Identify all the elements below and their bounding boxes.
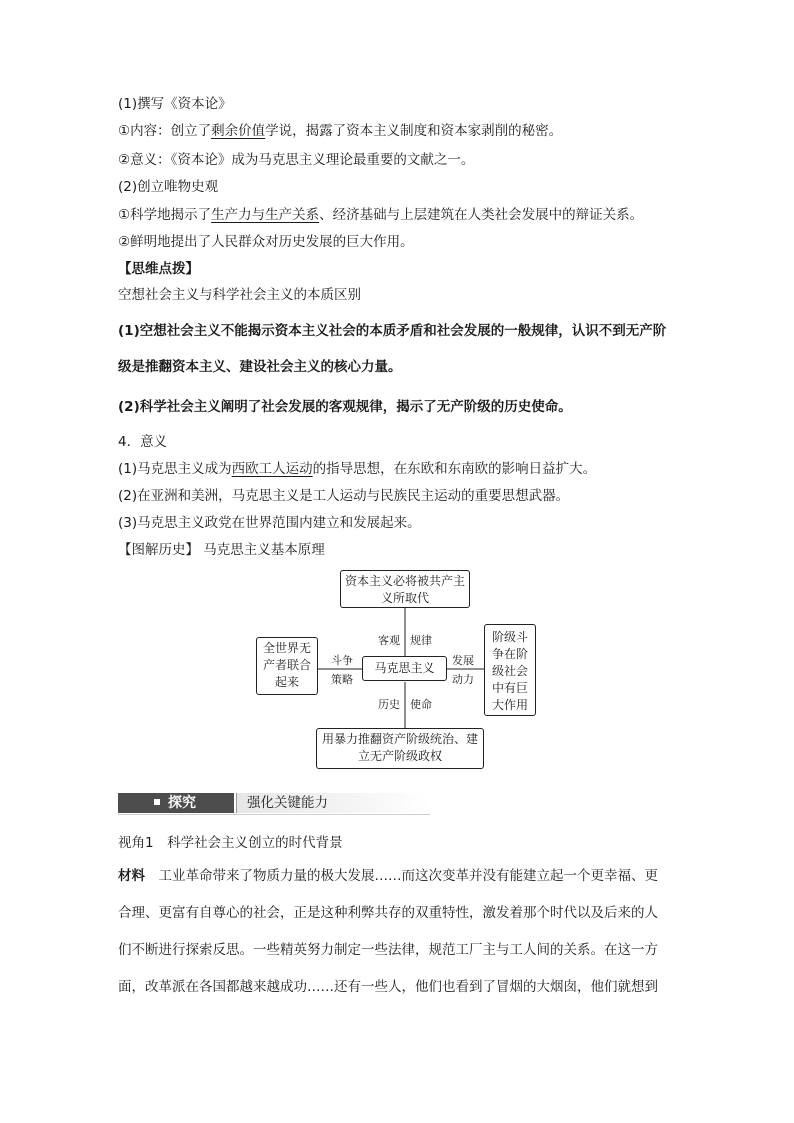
material-label: 材料 xyxy=(118,868,145,884)
material-line-1: 材料 工业革命带来了物质力量的极大发展……而这次变革并没有能建立起一个更幸福、更 xyxy=(118,868,658,884)
diagram-caption: 【图解历史】 马克思主义基本原理 xyxy=(118,542,325,558)
angle-heading: 视角1 科学社会主义创立的时代背景 xyxy=(118,835,343,851)
label-struggle: 斗争 xyxy=(331,654,353,667)
heading-historical-materialism: (2)创立唯物史观 xyxy=(118,179,219,195)
explore-banner xyxy=(118,789,430,815)
diagram-box-right: 阶级斗争在阶级社会中有巨大作用 xyxy=(484,624,536,716)
underlined-term: 生产力与生产关系 xyxy=(211,207,320,223)
label-law: 规律 xyxy=(410,634,432,647)
section-significance-title: 4．意义 xyxy=(118,434,168,450)
paragraph-capital-significance: ②意义：《资本论》成为马克思主义理论最重要的文献之一。 xyxy=(118,152,475,168)
tip-line-2: 级是推翻资本主义、建设社会主义的核心力量。 xyxy=(118,359,402,375)
label-objective: 客观 xyxy=(378,634,400,647)
label-strategy: 策略 xyxy=(331,673,353,686)
underlined-term: 剩余价值 xyxy=(211,123,266,139)
tip-line-1: (1)空想社会主义不能揭示资本主义社会的本质矛盾和社会发展的一般规律，认识不到无产阶 xyxy=(118,323,667,339)
material-line-2: 合理、更富有自尊心的社会，正是这种利弊共存的双重特性，激发着那个时代以及后来的人 xyxy=(118,905,658,921)
tip-title: 【思维点拨】 xyxy=(118,261,199,277)
banner-tag-label: 探究 xyxy=(168,795,196,811)
material-line-3: 们不断进行探索反思。一些精英努力制定一些法律，规范工厂主与工人间的关系。在这一方 xyxy=(118,942,658,958)
label-development: 发展 xyxy=(452,654,474,667)
tip-subtitle: 空想社会主义与科学社会主义的本质区别 xyxy=(118,287,361,303)
diagram-box-left: 全世界无产者联合起来 xyxy=(256,637,318,695)
paragraph-asia-america: (2)在亚洲和美洲，马克思主义是工人运动与民族民主运动的重要思想武器。 xyxy=(118,488,570,504)
banner-title xyxy=(236,793,430,813)
material-line-4: 面，改革派在各国都越来越成功……还有一些人，他们也看到了冒烟的大烟囱，他们就想到 xyxy=(118,979,658,995)
label-history: 历史 xyxy=(378,698,400,711)
diagram-box-center: 马克思主义 xyxy=(362,656,447,681)
banner-title-label: 强化关键能力 xyxy=(236,793,328,813)
banner-divider xyxy=(118,814,430,815)
paragraph-parties: (3)马克思主义政党在世界范围内建立和发展起来。 xyxy=(118,515,421,531)
diagram-box-top: 资本主义必将被共产主义所取代 xyxy=(340,570,470,608)
paragraph-western-europe: (1)马克思主义成为西欧工人运动的指导思想，在东欧和东南欧的影响日益扩大。 xyxy=(118,461,597,477)
paragraph-people-role: ②鲜明地提出了人民群众对历史发展的巨大作用。 xyxy=(118,234,414,250)
heading-capital: (1)撰写《资本论》 xyxy=(118,96,232,112)
underlined-term: 西欧工人运动 xyxy=(231,461,313,477)
tip-line-3: (2)科学社会主义阐明了社会发展的客观规律，揭示了无产阶级的历史使命。 xyxy=(118,399,572,415)
label-mission: 使命 xyxy=(410,698,432,711)
square-bullet-icon xyxy=(154,799,160,805)
diagram-box-bottom: 用暴力推翻资产阶级统治、建立无产阶级政权 xyxy=(316,728,484,769)
banner-tag xyxy=(118,793,234,813)
paragraph-dialectic: ①科学地揭示了生产力与生产关系、经济基础与上层建筑在人类社会发展中的辩证关系。 xyxy=(118,207,644,223)
marxism-diagram xyxy=(252,568,542,773)
paragraph-capital-content: ①内容：创立了剩余价值学说，揭露了资本主义制度和资本家剥削的秘密。 xyxy=(118,123,563,139)
label-motive: 动力 xyxy=(452,673,474,686)
